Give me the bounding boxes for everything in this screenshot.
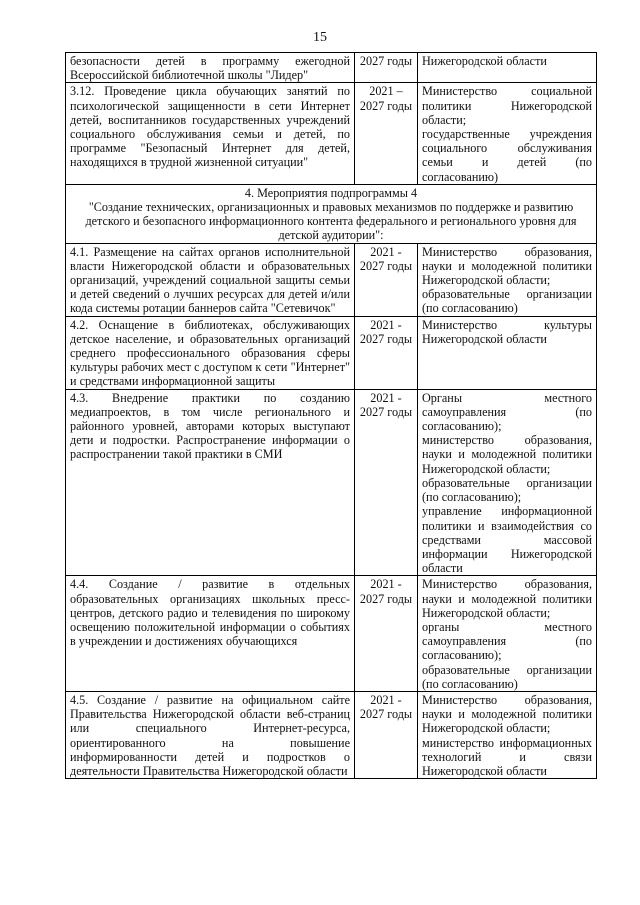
term-cell: 2021 - 2027 годы	[355, 576, 418, 692]
section-subtitle: "Создание технических, организационных и правовых механизмов по поддержке и развитию детского и безопасного информационного контента федерального и регионального уровня для детской аудитории":	[85, 200, 577, 243]
measure-cell: 4.2. Оснащение в библиотеках, обслуживающих детское население, и образовательных организаций среднего профессионального образования сферы культуры рабочих мест с доступом к сети "Интернет" и средствами информационной защиты	[66, 316, 355, 389]
executor-cell	[418, 389, 597, 576]
executor-line: Министерство социальной политики Нижегородской области;	[422, 84, 592, 127]
executor-cell	[418, 691, 597, 778]
executor-line: образовательные организации (по согласованию)	[422, 662, 592, 691]
term-cell: 2021 - 2027 годы	[355, 389, 418, 576]
term-cell: 2021 - 2027 годы	[355, 316, 418, 389]
executor-line: Министерство образования, науки и молодежной политики Нижегородской области;	[422, 692, 592, 736]
executor-line: Нижегородской области	[422, 54, 547, 68]
section-header	[66, 184, 597, 243]
measures-table	[65, 52, 597, 779]
term-cell: 2027 годы	[355, 53, 418, 83]
table-row	[66, 53, 597, 83]
executor-line: Министерство образования, науки и молодежной политики Нижегородской области;	[422, 244, 592, 288]
executor-line: образовательные организации (по согласованию);	[422, 475, 592, 505]
executor-line: министерство образования, науки и молодежной политики Нижегородской области;	[422, 433, 592, 476]
executor-line: государственные учреждения социального обслуживания семьи и детей (по согласованию)	[422, 127, 592, 184]
measure-cell: 4.1. Размещение на сайтах органов исполнительной власти Нижегородской области и образовательных организаций, учреждений социальной защиты семьи и детей сведений о лучших ресурсах для детей и/или кода системы ротации баннеров сайта "Сетевичок"	[66, 243, 355, 316]
table-row	[66, 83, 597, 184]
measure-cell: 4.3. Внедрение практики по созданию медиапроектов, в том числе регионального и районного уровней, авторами которых выступают дети и подростки. Распространение информации о распространении такой практики в СМИ	[66, 389, 355, 576]
executor-cell	[418, 316, 597, 389]
executor-cell	[418, 53, 597, 83]
section-title: 4. Мероприятия подпрограммы 4	[244, 185, 418, 200]
measure-cell: 4.5. Создание / развитие на официальном сайте Правительства Нижегородской области веб-страниц или специального Интернет-ресурса, ориентированного на повышение информированности детей и подростков о деятельности Правительства Нижегородской области	[66, 691, 355, 778]
term-cell: 2021 - 2027 годы	[355, 243, 418, 316]
executor-line: управление информационной политики и взаимодействия со средствами массовой информации Нижегородской области	[422, 504, 592, 576]
executor-line: образовательные организации (по согласованию)	[422, 287, 592, 316]
table-row	[66, 576, 597, 692]
executor-line: Министерство образования, науки и молодежной политики Нижегородской области;	[422, 577, 592, 620]
executor-cell	[418, 243, 597, 316]
term-cell: 2021 – 2027 годы	[355, 83, 418, 184]
table-row	[66, 389, 597, 576]
executor-line: Министерство культуры Нижегородской области	[422, 317, 592, 346]
executor-line: органы местного самоуправления (по согласованию);	[422, 619, 592, 663]
executor-cell	[418, 576, 597, 692]
table-row	[66, 691, 597, 778]
term-cell: 2021 - 2027 годы	[355, 691, 418, 778]
measure-cell: 4.4. Создание / развитие в отдельных образовательных организациях школьных пресс-центров, детского радио и телевидения по широкому освещению положительной информации о событиях в учреждении и достижениях обучающихся	[66, 576, 355, 692]
table-row	[66, 316, 597, 389]
section-header-row	[66, 184, 597, 243]
executor-cell	[418, 83, 597, 184]
table-row	[66, 243, 597, 316]
executor-line: министерство информационных технологий и связи Нижегородской области	[422, 735, 592, 778]
measure-cell: безопасности детей в программу ежегодной Всероссийской библиотечной школы "Лидер"	[66, 53, 355, 83]
measure-cell: 3.12. Проведение цикла обучающих занятий по психологической защищенности в сети Интернет детей, воспитанников государственных учреждений социального обслуживания семьи и детей, по программе "Безопасный Интернет для детей, находящихся в трудной жизненной ситуации"	[66, 83, 355, 184]
page-number: 15	[313, 30, 327, 45]
executor-line: Органы местного самоуправления (по согласованию);	[422, 390, 592, 434]
